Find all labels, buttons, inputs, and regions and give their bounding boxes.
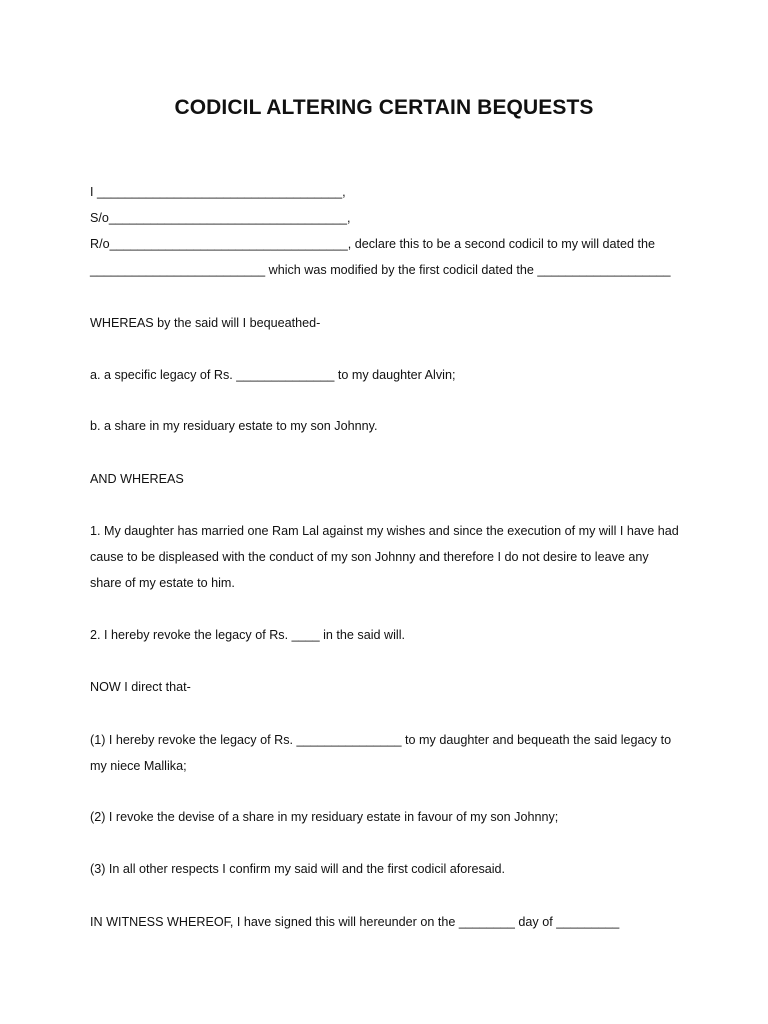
paragraph-1-line-1: 1. My daughter has married one Ram Lal against my wishes and since the execution of my will I have had	[90, 524, 679, 538]
clause-a: a. a specific legacy of Rs. ______________ to my daughter Alvin;	[90, 368, 456, 382]
direction-3: (3) In all other respects I confirm my said will and the first codicil aforesaid.	[90, 862, 506, 876]
witness-line: IN WITNESS WHEREOF, I have signed this will hereunder on the ________ day of _________	[90, 915, 620, 929]
resident-of-line: R/o__________________________________, declare this to be a second codicil to my will dated the	[90, 237, 656, 251]
testator-name-line: I ___________________________________,	[90, 185, 346, 199]
paragraph-2: 2. I hereby revoke the legacy of Rs. ____ in the said will.	[90, 628, 406, 642]
direction-1-line-1: (1) I hereby revoke the legacy of Rs. _______________ to my daughter and bequeath the said legacy to	[90, 733, 672, 747]
and-whereas-heading: AND WHEREAS	[90, 472, 184, 486]
paragraph-1-line-2: cause to be displeased with the conduct of my son Johnny and therefore I do not desire to leave any	[90, 550, 649, 564]
now-direct-heading: NOW I direct that-	[90, 680, 191, 694]
direction-2: (2) I revoke the devise of a share in my residuary estate in favour of my son Johnny;	[90, 810, 559, 824]
paragraph-1-line-3: share of my estate to him.	[90, 576, 235, 590]
first-codicil-date-line: _________________________ which was modified by the first codicil dated the ___________________	[90, 263, 671, 277]
clause-b: b. a share in my residuary estate to my son Johnny.	[90, 419, 378, 433]
document-title: CODICIL ALTERING CERTAIN BEQUESTS	[174, 96, 594, 119]
son-of-line: S/o__________________________________,	[90, 211, 351, 225]
direction-1-line-2: my niece Mallika;	[90, 759, 187, 773]
whereas-heading: WHEREAS by the said will I bequeathed-	[90, 316, 321, 330]
